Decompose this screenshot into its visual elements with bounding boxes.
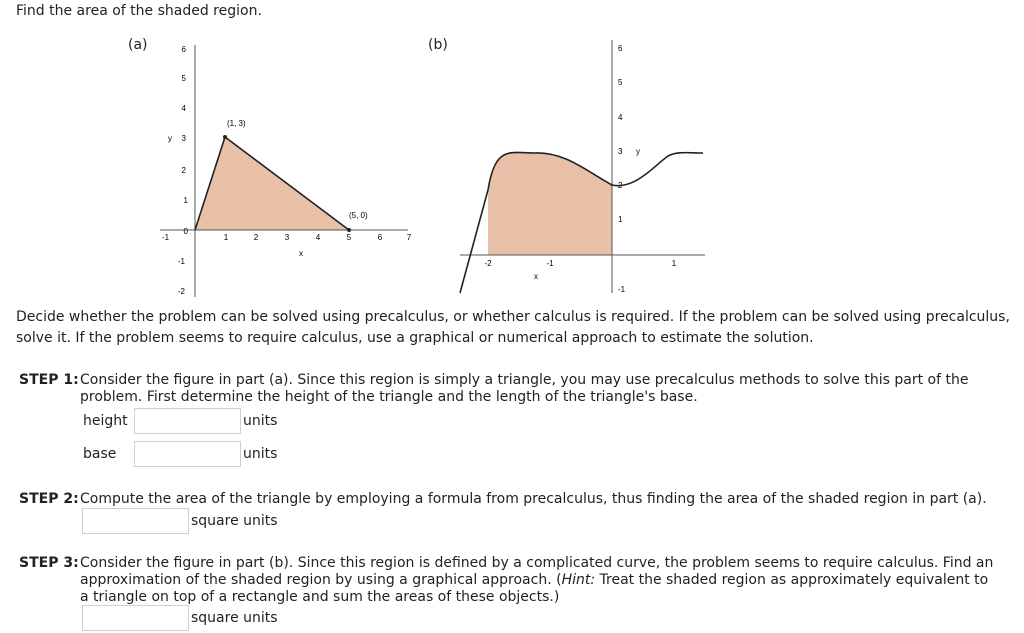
step-3-text-after: Treat the shaded region as approximately equivalent to a triangle on top of a rectangle and sum the areas of these objects.) [80, 572, 989, 605]
step-3 [19, 555, 1009, 605]
figure-a-x-tick: 1 [223, 233, 229, 242]
step-1 [19, 372, 1009, 405]
step-3-title: STEP 3: [19, 555, 79, 571]
height-input[interactable] [134, 408, 241, 434]
figure-b-y-tick: 4 [618, 113, 623, 122]
figure-a-x-tick: 7 [406, 233, 412, 242]
figure-b-graph [450, 35, 720, 300]
prompt-text: Find the area of the shaded region. [16, 3, 262, 19]
figure-a-x-tick: -1 [162, 233, 170, 242]
figure-a-point-label: (5, 0) [349, 211, 368, 220]
figure-a-label: (a) [128, 37, 148, 53]
figure-b-y-tick: 6 [618, 44, 623, 53]
figure-a-x-tick: 3 [284, 233, 290, 242]
step-3-hint-label: Hint: [561, 572, 596, 588]
figure-a-y-tick: -2 [177, 287, 185, 296]
step-1-text: Consider the figure in part (a). Since this region is simply a triangle, you may use precalculus methods to solve this part of the problem. First determine the height of the triangle and the length of the triangle's base. [80, 372, 969, 405]
step-2-text: Compute the area of the triangle by employing a formula from precalculus, thus finding the area of the shaded region in part (a). [80, 491, 987, 507]
figure-a-shaded-triangle [195, 137, 349, 230]
figure-a-x-tick: 4 [315, 233, 321, 242]
figure-a-y-tick: 4 [181, 104, 186, 113]
figure-b-x-tick: -1 [546, 259, 554, 268]
figure-b-x-label: x [534, 272, 538, 281]
figure-a-y-label: y [168, 134, 172, 143]
figure-a-y-tick: 6 [181, 45, 186, 54]
figure-a-y-tick: 3 [181, 134, 186, 143]
figure-a-y-tick: 0 [183, 227, 188, 236]
area-b-unit: square units [191, 610, 278, 626]
figure-a-x-tick: 6 [377, 233, 383, 242]
base-input[interactable] [134, 441, 241, 467]
figure-a-x-tick: 5 [346, 233, 352, 242]
height-label: height [83, 413, 128, 429]
figure-a-point-label: (1, 3) [227, 119, 246, 128]
area-a-input[interactable] [82, 508, 189, 534]
figure-a-y-tick: 1 [183, 196, 188, 205]
area-a-unit: square units [191, 513, 278, 529]
step-3-text [80, 555, 1000, 606]
figure-a-y-tick: -1 [177, 257, 185, 266]
figure-a-x-label: x [299, 249, 303, 258]
figure-a-graph [150, 35, 420, 300]
base-unit: units [243, 446, 278, 462]
figure-b-y-tick: 3 [618, 147, 623, 156]
figure-b-x-tick: -2 [484, 259, 492, 268]
figure-b-y-tick: 1 [618, 215, 623, 224]
instructions-text: Decide whether the problem can be solved using precalculus, or whether calculus is required. If the problem can be solved using precalculus, solve it. If the problem seems to require calculus, use a graphical or numerical approach to estimate the solution. [16, 309, 1010, 346]
step-2-title: STEP 2: [19, 491, 79, 507]
step-1-title: STEP 1: [19, 372, 79, 388]
figure-b-y-tick: 2 [618, 181, 623, 190]
figure-b-y-tick: 5 [618, 78, 623, 87]
figure-a-y-tick: 5 [181, 74, 186, 83]
figure-b-y-tick: -1 [618, 285, 626, 294]
step-3-text-before: Consider the figure in part (b). Since this region is defined by a complicated curve, the problem seems to require calculus. Find an approximation of the shaded region by using a graphical approach. ( [80, 555, 994, 588]
figure-a-x-tick: 2 [253, 233, 259, 242]
figure-b-x-tick: 1 [671, 259, 677, 268]
figure-b-label: (b) [428, 37, 448, 53]
height-unit: units [243, 413, 278, 429]
base-label: base [83, 446, 117, 462]
figure-b-shaded-region [488, 152, 612, 255]
figure-b-y-label: y [636, 147, 640, 156]
area-b-input[interactable] [82, 605, 189, 631]
figure-a-y-tick: 2 [181, 166, 186, 175]
step-2 [19, 491, 1009, 508]
